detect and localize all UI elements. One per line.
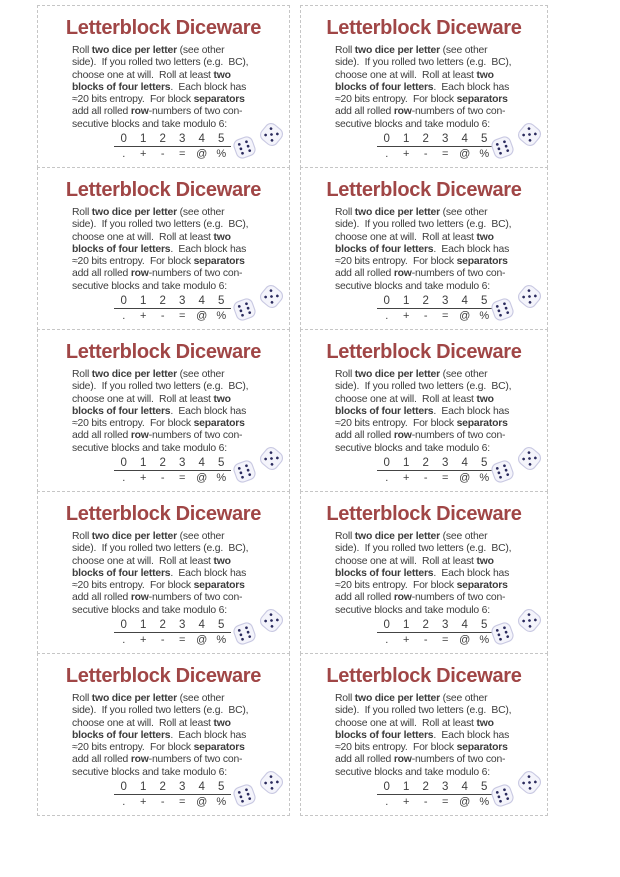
separator-table-cell: .	[385, 310, 389, 322]
instruction-line: choose one at will. Roll at least two	[335, 69, 494, 81]
instruction-line: secutive blocks and take modulo 6:	[72, 604, 227, 616]
instruction-line: Roll two dice per letter (see other	[335, 369, 488, 380]
separator-table-numbers-row	[377, 295, 494, 309]
separator-table-cell: 3	[179, 619, 186, 631]
instruction-line: side). If you rolled two letters (e.g. BC),	[335, 381, 512, 393]
separator-table-cell: 2	[422, 457, 429, 469]
separator-table	[377, 133, 494, 160]
die-showing-six-icon	[231, 296, 258, 323]
card-title: Letterblock Diceware	[65, 665, 262, 687]
separator-table-cell: +	[403, 796, 410, 808]
instruction-line: add all rolled row-numbers of two con-	[335, 106, 506, 118]
separator-table	[114, 457, 231, 484]
separator-table-cell: -	[423, 472, 428, 484]
separator-table-cell: 5	[481, 457, 488, 469]
separator-table-symbols-row	[114, 310, 231, 322]
separator-table-numbers-row	[114, 781, 231, 795]
separator-table-symbols-row	[114, 148, 231, 160]
card-title: Letterblock Diceware	[326, 665, 522, 687]
separator-table-cell: .	[122, 472, 126, 484]
separator-table-cell: 0	[383, 133, 390, 145]
separator-table	[377, 457, 494, 484]
dice-illustration	[489, 121, 545, 163]
dice-illustration	[489, 769, 545, 811]
dice-illustration	[489, 283, 545, 325]
instruction-line: Roll two dice per letter (see other	[72, 45, 225, 56]
separator-table-cell: -	[160, 796, 165, 808]
instruction-line: ≈20 bits entropy. For block separators	[335, 580, 508, 592]
card-title: Letterblock Diceware	[326, 503, 522, 525]
dice-illustration	[231, 283, 287, 325]
separator-table-cell: 3	[442, 133, 449, 145]
separator-table-cell: 0	[120, 295, 127, 307]
card-instructions	[72, 531, 285, 617]
instruction-line: add all rolled row-numbers of two con-	[335, 754, 506, 766]
separator-table-cell: %	[479, 472, 490, 484]
instruction-line: blocks of four letters. Each block has	[335, 405, 510, 417]
instruction-line: choose one at will. Roll at least two	[72, 231, 231, 243]
separator-table-numbers-row	[377, 133, 494, 147]
die-showing-six-icon	[489, 134, 516, 161]
separator-table-cell: @	[459, 634, 471, 646]
instruction-line: ≈20 bits entropy. For block separators	[72, 256, 245, 268]
instruction-line: add all rolled row-numbers of two con-	[335, 268, 506, 280]
instruction-line: ≈20 bits entropy. For block separators	[335, 94, 508, 106]
separator-table-cell: 4	[461, 457, 468, 469]
die-showing-five-icon	[258, 769, 285, 796]
separator-table-cell: =	[442, 634, 449, 646]
separator-table-cell: 0	[383, 295, 390, 307]
instruction-line: blocks of four letters. Each block has	[72, 729, 247, 741]
card-instructions	[72, 45, 285, 131]
die-showing-six-icon	[489, 782, 516, 809]
separator-table-cell: @	[196, 310, 208, 322]
instruction-line: secutive blocks and take modulo 6:	[335, 766, 490, 778]
separator-table-cell: -	[423, 796, 428, 808]
instruction-line: choose one at will. Roll at least two	[72, 393, 231, 405]
separator-table-cell: 5	[218, 295, 225, 307]
die-showing-five-icon	[516, 445, 543, 472]
dice-illustration	[489, 445, 545, 487]
separator-table-cell: @	[196, 472, 208, 484]
separator-table-symbols-row	[114, 472, 231, 484]
separator-table-symbols-row	[377, 148, 494, 160]
separator-table-cell: .	[122, 310, 126, 322]
instruction-line: Roll two dice per letter (see other	[72, 693, 225, 704]
instruction-line: Roll two dice per letter (see other	[335, 531, 488, 542]
separator-table-cell: %	[216, 310, 227, 322]
separator-table-cell: -	[423, 148, 428, 160]
instruction-line: blocks of four letters. Each block has	[72, 81, 247, 93]
diceware-card	[37, 491, 290, 654]
separator-table-cell: 4	[198, 619, 205, 631]
separator-table-cell: 2	[422, 619, 429, 631]
separator-table-cell: 1	[140, 619, 147, 631]
die-showing-six-icon	[489, 296, 516, 323]
instruction-line: side). If you rolled two letters (e.g. BC),	[72, 57, 249, 69]
instruction-line: Roll two dice per letter (see other	[335, 45, 488, 56]
card-instructions	[335, 693, 543, 779]
instruction-line: choose one at will. Roll at least two	[335, 717, 494, 729]
separator-table-cell: 2	[159, 133, 166, 145]
separator-table	[114, 781, 231, 808]
separator-table-symbols-row	[377, 472, 494, 484]
separator-table-cell: +	[140, 472, 147, 484]
separator-table-cell: 2	[159, 781, 166, 793]
separator-table-cell: 3	[442, 295, 449, 307]
separator-table-cell: +	[403, 634, 410, 646]
separator-table-cell: @	[459, 310, 471, 322]
instruction-line: blocks of four letters. Each block has	[335, 729, 510, 741]
instruction-line: Roll two dice per letter (see other	[72, 207, 225, 218]
instruction-line: blocks of four letters. Each block has	[335, 81, 510, 93]
instruction-line: choose one at will. Roll at least two	[72, 69, 231, 81]
separator-table-cell: 5	[481, 619, 488, 631]
instruction-line: secutive blocks and take modulo 6:	[335, 280, 490, 292]
separator-table-cell: %	[216, 148, 227, 160]
separator-table-cell: .	[385, 472, 389, 484]
separator-table-cell: 5	[481, 781, 488, 793]
separator-table-cell: 5	[218, 457, 225, 469]
instruction-line: secutive blocks and take modulo 6:	[72, 442, 227, 454]
diceware-card	[37, 167, 290, 330]
card-instructions	[72, 207, 285, 293]
separator-table	[114, 295, 231, 322]
separator-table-cell: +	[403, 310, 410, 322]
separator-table-cell: 4	[461, 295, 468, 307]
separator-table-numbers-row	[377, 619, 494, 633]
separator-table-cell: 2	[422, 295, 429, 307]
dice-illustration	[231, 121, 287, 163]
instruction-line: secutive blocks and take modulo 6:	[72, 766, 227, 778]
instruction-line: Roll two dice per letter (see other	[335, 207, 488, 218]
separator-table-cell: @	[196, 796, 208, 808]
separator-table-cell: 5	[218, 781, 225, 793]
separator-table-cell: 3	[442, 457, 449, 469]
separator-table-cell: @	[196, 634, 208, 646]
instruction-line: choose one at will. Roll at least two	[72, 717, 231, 729]
instruction-line: side). If you rolled two letters (e.g. BC),	[72, 705, 249, 717]
diceware-card	[300, 653, 548, 816]
diceware-card	[300, 5, 548, 168]
separator-table-cell: 3	[442, 781, 449, 793]
separator-table-cell: 2	[422, 133, 429, 145]
separator-table-cell: 0	[120, 133, 127, 145]
separator-table-cell: 0	[120, 781, 127, 793]
separator-table-cell: 5	[218, 619, 225, 631]
separator-table-cell: 0	[383, 457, 390, 469]
separator-table-cell: =	[442, 310, 449, 322]
separator-table-cell: 4	[198, 133, 205, 145]
instruction-line: ≈20 bits entropy. For block separators	[335, 418, 508, 430]
separator-table-cell: =	[179, 310, 186, 322]
separator-table-cell: 2	[159, 619, 166, 631]
card-instructions	[335, 207, 543, 293]
instruction-line: blocks of four letters. Each block has	[72, 405, 247, 417]
instruction-line: choose one at will. Roll at least two	[335, 231, 494, 243]
separator-table	[114, 133, 231, 160]
instruction-line: side). If you rolled two letters (e.g. BC),	[335, 705, 512, 717]
diceware-card	[37, 329, 290, 492]
separator-table-cell: -	[160, 634, 165, 646]
separator-table-cell: %	[479, 634, 490, 646]
separator-table-symbols-row	[377, 634, 494, 646]
separator-table-cell: 5	[481, 133, 488, 145]
separator-table-numbers-row	[114, 619, 231, 633]
separator-table-cell: =	[179, 796, 186, 808]
instruction-line: side). If you rolled two letters (e.g. BC),	[335, 219, 512, 231]
separator-table-cell: @	[459, 796, 471, 808]
separator-table-symbols-row	[377, 310, 494, 322]
instruction-line: Roll two dice per letter (see other	[335, 693, 488, 704]
instruction-line: ≈20 bits entropy. For block separators	[72, 742, 245, 754]
separator-table-cell: -	[423, 634, 428, 646]
card-instructions	[335, 45, 543, 131]
separator-table	[377, 295, 494, 322]
separator-table-cell: .	[385, 796, 389, 808]
separator-table-cell: =	[179, 634, 186, 646]
card-title: Letterblock Diceware	[326, 179, 522, 201]
separator-table-cell: =	[179, 472, 186, 484]
separator-table-cell: 1	[403, 619, 410, 631]
instruction-line: secutive blocks and take modulo 6:	[335, 118, 490, 130]
separator-table-cell: .	[385, 634, 389, 646]
separator-table-cell: -	[160, 148, 165, 160]
separator-table-numbers-row	[114, 133, 231, 147]
instruction-line: add all rolled row-numbers of two con-	[72, 106, 243, 118]
dice-illustration	[231, 769, 287, 811]
instruction-line: ≈20 bits entropy. For block separators	[72, 418, 245, 430]
card-title: Letterblock Diceware	[65, 179, 262, 201]
separator-table-cell: -	[160, 310, 165, 322]
separator-table-cell: .	[122, 796, 126, 808]
card-row	[37, 653, 620, 816]
separator-table-cell: 1	[140, 781, 147, 793]
instruction-line: side). If you rolled two letters (e.g. BC),	[335, 57, 512, 69]
instruction-line: blocks of four letters. Each block has	[72, 567, 247, 579]
diceware-card	[300, 167, 548, 330]
instruction-line: blocks of four letters. Each block has	[335, 567, 510, 579]
separator-table-cell: -	[160, 472, 165, 484]
die-showing-six-icon	[489, 620, 516, 647]
separator-table-cell: @	[459, 472, 471, 484]
separator-table-cell: %	[479, 310, 490, 322]
separator-table-cell: 1	[403, 457, 410, 469]
die-showing-five-icon	[516, 121, 543, 148]
separator-table-cell: +	[140, 796, 147, 808]
separator-table-cell: 0	[120, 619, 127, 631]
die-showing-six-icon	[231, 134, 258, 161]
card-row	[37, 167, 620, 330]
instruction-line: side). If you rolled two letters (e.g. BC),	[72, 381, 249, 393]
separator-table-cell: +	[403, 472, 410, 484]
separator-table-cell: 1	[403, 133, 410, 145]
die-showing-six-icon	[489, 458, 516, 485]
instruction-line: choose one at will. Roll at least two	[335, 555, 494, 567]
diceware-card	[37, 653, 290, 816]
separator-table-cell: @	[196, 148, 208, 160]
card-instructions	[335, 369, 543, 455]
dice-illustration	[489, 607, 545, 649]
separator-table-cell: 3	[179, 781, 186, 793]
instruction-line: add all rolled row-numbers of two con-	[72, 430, 243, 442]
instruction-line: Roll two dice per letter (see other	[72, 369, 225, 380]
separator-table-cell: 4	[198, 295, 205, 307]
separator-table-cell: 5	[481, 295, 488, 307]
separator-table-cell: 2	[159, 457, 166, 469]
separator-table-cell: 0	[383, 781, 390, 793]
separator-table-cell: 1	[140, 457, 147, 469]
instruction-line: ≈20 bits entropy. For block separators	[72, 94, 245, 106]
instruction-line: side). If you rolled two letters (e.g. BC),	[72, 543, 249, 555]
dice-illustration	[231, 445, 287, 487]
instruction-line: side). If you rolled two letters (e.g. BC),	[72, 219, 249, 231]
separator-table	[114, 619, 231, 646]
separator-table-cell: 3	[442, 619, 449, 631]
card-title: Letterblock Diceware	[65, 503, 262, 525]
instruction-line: ≈20 bits entropy. For block separators	[72, 580, 245, 592]
die-showing-five-icon	[258, 607, 285, 634]
die-showing-five-icon	[258, 445, 285, 472]
instruction-line: secutive blocks and take modulo 6:	[72, 280, 227, 292]
separator-table-cell: .	[122, 634, 126, 646]
card-row	[37, 5, 620, 168]
dice-illustration	[231, 607, 287, 649]
separator-table-cell: @	[459, 148, 471, 160]
die-showing-five-icon	[516, 769, 543, 796]
separator-table-cell: 2	[422, 781, 429, 793]
diceware-card	[37, 5, 290, 168]
separator-table-numbers-row	[377, 457, 494, 471]
separator-table-cell: +	[403, 148, 410, 160]
separator-table-cell: +	[140, 310, 147, 322]
die-showing-six-icon	[231, 782, 258, 809]
separator-table-cell: =	[442, 796, 449, 808]
instruction-line: secutive blocks and take modulo 6:	[335, 442, 490, 454]
separator-table-cell: =	[442, 472, 449, 484]
separator-table-cell: 3	[179, 295, 186, 307]
card-title: Letterblock Diceware	[326, 341, 522, 363]
instruction-line: side). If you rolled two letters (e.g. BC),	[335, 543, 512, 555]
separator-table-cell: +	[140, 148, 147, 160]
separator-table-cell: %	[216, 796, 227, 808]
separator-table-cell: %	[479, 148, 490, 160]
card-title: Letterblock Diceware	[65, 17, 262, 39]
instruction-line: secutive blocks and take modulo 6:	[72, 118, 227, 130]
instruction-line: secutive blocks and take modulo 6:	[335, 604, 490, 616]
separator-table-cell: 4	[461, 619, 468, 631]
card-row	[37, 329, 620, 492]
separator-table-symbols-row	[377, 796, 494, 808]
diceware-card	[300, 329, 548, 492]
instruction-line: choose one at will. Roll at least two	[72, 555, 231, 567]
separator-table-cell: %	[216, 472, 227, 484]
die-showing-six-icon	[231, 620, 258, 647]
separator-table-cell: %	[216, 634, 227, 646]
separator-table-cell: 4	[461, 133, 468, 145]
separator-table-cell: 4	[198, 781, 205, 793]
die-showing-five-icon	[258, 121, 285, 148]
separator-table-symbols-row	[114, 796, 231, 808]
separator-table-cell: 0	[383, 619, 390, 631]
instruction-line: blocks of four letters. Each block has	[335, 243, 510, 255]
separator-table-cell: 3	[179, 457, 186, 469]
separator-table-cell: 1	[140, 295, 147, 307]
instruction-line: Roll two dice per letter (see other	[72, 531, 225, 542]
separator-table-cell: 2	[159, 295, 166, 307]
separator-table-cell: 3	[179, 133, 186, 145]
separator-table	[377, 781, 494, 808]
card-instructions	[335, 531, 543, 617]
card-row	[37, 491, 620, 654]
separator-table-cell: 1	[140, 133, 147, 145]
separator-table-cell: 4	[461, 781, 468, 793]
separator-table-cell: 1	[403, 295, 410, 307]
card-instructions	[72, 693, 285, 779]
separator-table-cell: 5	[218, 133, 225, 145]
instruction-line: choose one at will. Roll at least two	[335, 393, 494, 405]
separator-table-cell: -	[423, 310, 428, 322]
instruction-line: blocks of four letters. Each block has	[72, 243, 247, 255]
separator-table-cell: =	[442, 148, 449, 160]
die-showing-six-icon	[231, 458, 258, 485]
instruction-line: add all rolled row-numbers of two con-	[335, 430, 506, 442]
instruction-line: add all rolled row-numbers of two con-	[72, 592, 243, 604]
card-instructions	[72, 369, 285, 455]
instruction-line: ≈20 bits entropy. For block separators	[335, 742, 508, 754]
die-showing-five-icon	[516, 283, 543, 310]
separator-table-cell: %	[479, 796, 490, 808]
diceware-card	[300, 491, 548, 654]
instruction-line: add all rolled row-numbers of two con-	[72, 754, 243, 766]
separator-table-cell: +	[140, 634, 147, 646]
separator-table-cell: .	[385, 148, 389, 160]
separator-table-numbers-row	[114, 295, 231, 309]
separator-table-numbers-row	[114, 457, 231, 471]
separator-table-cell: 0	[120, 457, 127, 469]
separator-table-cell: =	[179, 148, 186, 160]
separator-table	[377, 619, 494, 646]
card-title: Letterblock Diceware	[65, 341, 262, 363]
card-title: Letterblock Diceware	[326, 17, 522, 39]
separator-table-numbers-row	[377, 781, 494, 795]
instruction-line: add all rolled row-numbers of two con-	[335, 592, 506, 604]
die-showing-five-icon	[516, 607, 543, 634]
separator-table-cell: .	[122, 148, 126, 160]
instruction-line: add all rolled row-numbers of two con-	[72, 268, 243, 280]
separator-table-cell: 1	[403, 781, 410, 793]
separator-table-cell: 4	[198, 457, 205, 469]
separator-table-symbols-row	[114, 634, 231, 646]
instruction-line: ≈20 bits entropy. For block separators	[335, 256, 508, 268]
die-showing-five-icon	[258, 283, 285, 310]
